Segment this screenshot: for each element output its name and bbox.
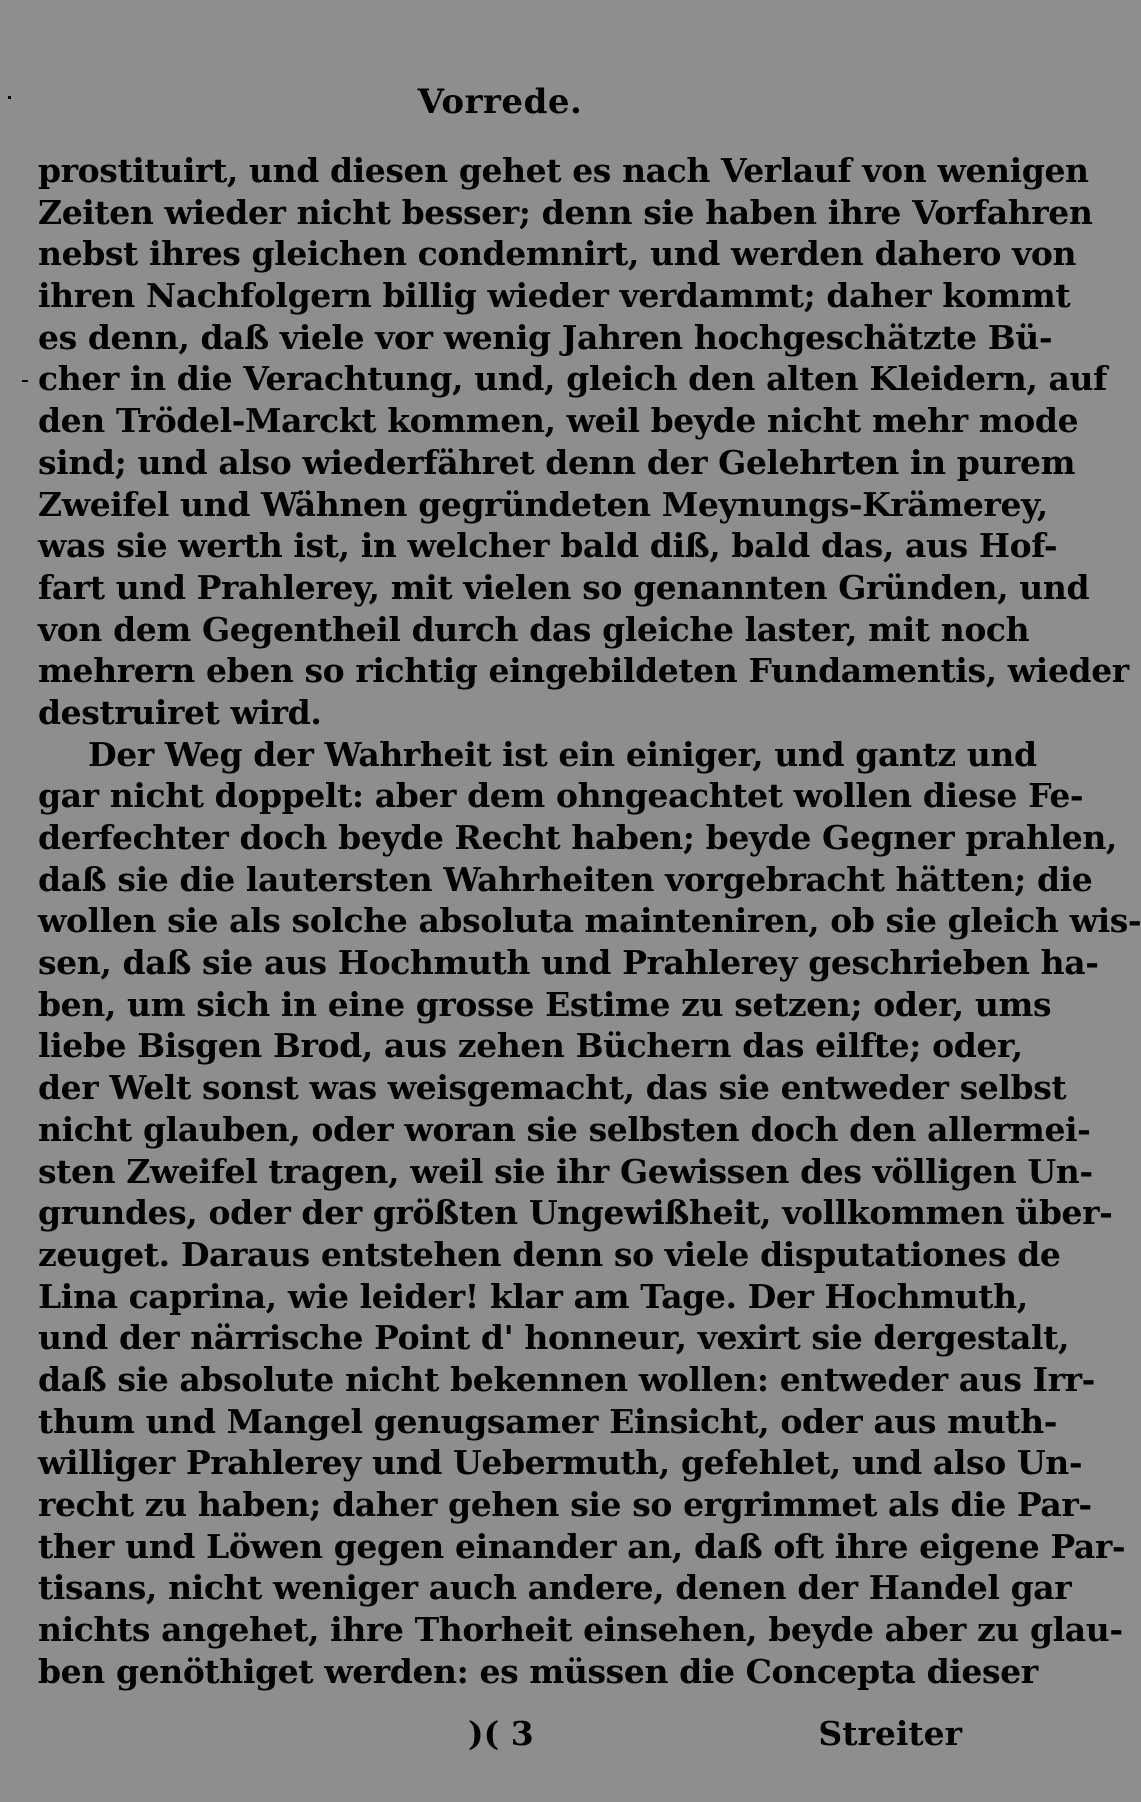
text-line: recht zu haben; daher gehen sie so ergrimmet als die Par- [38, 1485, 1092, 1524]
text-line: prostituirt, und diesen gehet es nach Verlauf von wenigen [38, 151, 1089, 190]
text-line: thum und Mangel genugsamer Einsicht, oder aus muth- [38, 1401, 1058, 1441]
text-line: mehrern eben so richtig eingebildeten Fundamentis, wieder [38, 651, 1129, 691]
text-line: nicht glauben, oder woran sie selbsten doch den allermei- [38, 1109, 1091, 1149]
text-line: Lina caprina, wie leider! klar am Tage. Der Hochmuth, [38, 1276, 1028, 1316]
signature-mark: )( 3 [468, 1714, 534, 1753]
text-line: von dem Gegentheil durch das gleiche laster, mit noch [38, 609, 1030, 649]
text-line: der Welt sonst was weisgemacht, das sie entweder selbst [38, 1068, 1067, 1108]
text-line: Der Weg der Wahrheit ist ein einiger, und gantz und [88, 734, 1037, 774]
text-line: daß sie absolute nicht bekennen wollen: entweder aus Irr- [38, 1359, 1095, 1399]
page-footer [38, 1712, 962, 1756]
text-line: ther und Löwen gegen einander an, daß oft ihre eigene Par- [38, 1526, 1126, 1566]
text-line: ben, um sich in eine grosse Estime zu setzen; oder, ums [38, 984, 1052, 1024]
text-line: tisans, nicht weniger auch andere, denen der Handel gar [38, 1568, 1072, 1608]
text-line: es denn, daß viele vor wenig Jahren hochgeschätzte Bü- [38, 317, 1053, 357]
text-line: ben genöthiget werden: es müssen die Concepta dieser [38, 1651, 1038, 1691]
text-line: grundes, oder der größten Ungewißheit, vollkommen über- [38, 1193, 1113, 1233]
text-line: Zweifel und Wähnen gegründeten Meynungs-Krämerey, [38, 484, 1048, 524]
text-line: destruiret wird. [38, 692, 322, 732]
text-line: sen, daß sie aus Hochmuth und Prahlerey geschrieben ha- [38, 943, 1099, 983]
text-line: cher in die Verachtung, und, gleich den alten Kleidern, auf [38, 359, 1107, 399]
text-line: was sie werth ist, in welcher bald diß, bald das, aus Hof- [38, 526, 1058, 566]
text-line: sind; und also wiederfähret denn der Gelehrten in purem [38, 442, 1076, 482]
running-head-title: Vorrede. [417, 82, 583, 122]
text-line: fart und Prahlerey, mit vielen so genannten Gründen, und [38, 567, 1090, 607]
text-line: daß sie die lautersten Wahrheiten vorgebracht hätten; die [38, 859, 1093, 899]
text-line: den Trödel-Marckt kommen, weil beyde nicht mehr mode [38, 401, 1079, 441]
text-line: zeuget. Daraus entstehen denn so viele disputationes de [38, 1234, 1061, 1274]
text-line: liebe Bisgen Brod, aus zehen Büchern das eilfte; oder, [38, 1026, 1023, 1066]
text-line: wollen sie als solche absoluta mainteniren, ob sie gleich wis- [38, 901, 1141, 941]
text-line: Zeiten wieder nicht besser; denn sie haben ihre Vorfahren [38, 192, 1093, 232]
text-line: ihren Nachfolgern billig wieder verdammt; daher kommt [38, 276, 1071, 316]
text-line: williger Prahlerey und Uebermuth, gefehlet, und also Un- [38, 1443, 1083, 1483]
margin-mark [8, 96, 11, 99]
text-line: derfechter doch beyde Recht haben; beyde Gegner prahlen, [38, 818, 1118, 857]
text-line: gar nicht doppelt: aber dem ohngeachtet wollen diese Fe- [38, 776, 1084, 816]
margin-mark [22, 380, 28, 382]
text-line: nichts angehet, ihre Thorheit einsehen, beyde aber zu glau- [38, 1610, 1123, 1650]
text-line: nebst ihres gleichen condemnirt, und werden dahero von [38, 234, 1077, 274]
body-text [38, 150, 1141, 1692]
catchword: Streiter [818, 1714, 962, 1753]
text-line: sten Zweifel tragen, weil sie ihr Gewissen des völligen Un- [38, 1151, 1093, 1191]
text-line: und der närrische Point d' honneur, vexirt sie dergestalt, [38, 1318, 1070, 1358]
